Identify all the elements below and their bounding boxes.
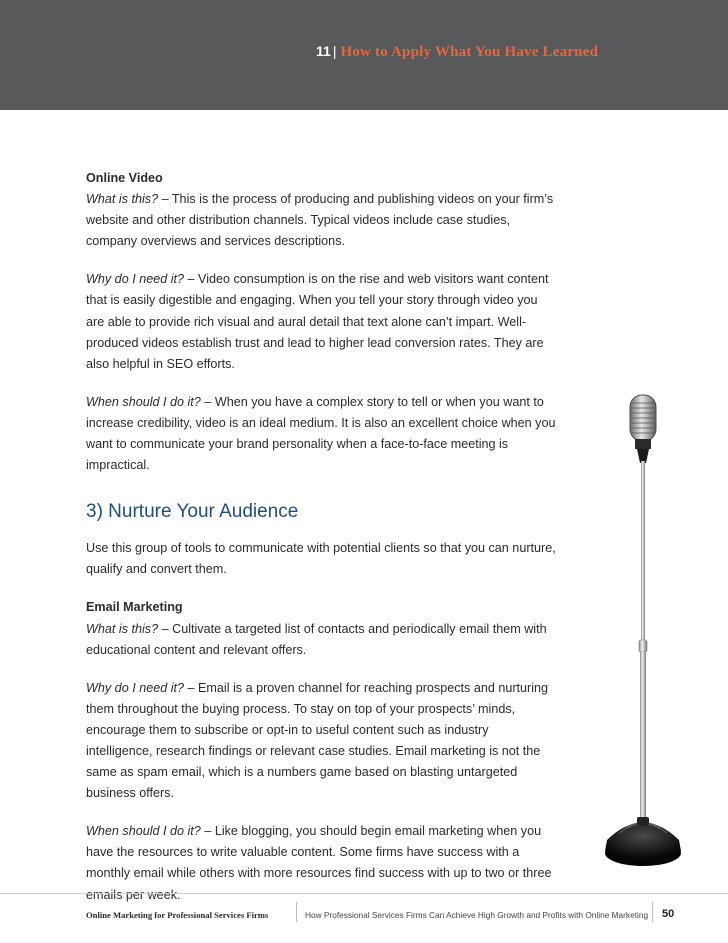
page-header	[0, 0, 728, 110]
why-label: Why do I need it?	[86, 272, 185, 287]
page-footer	[0, 893, 728, 930]
when-label: When should I do it?	[86, 394, 201, 409]
why-text: – Video consumption is on the rise and web visitors want content that is easily digestible and engaging. When you tell your story through video you are able to provide rich visual and aural detail that text alone can’t impart. Well-produced videos establish trust and lead to higher lead conversion rates. They are also helpful in SEO efforts.	[86, 272, 549, 371]
online-video-when	[86, 392, 556, 476]
footer-subtitle: How Professional Services Firms Can Achieve High Growth and Profits with Online Marketing	[305, 910, 649, 920]
footer-divider	[296, 902, 297, 922]
when-text: – Like blogging, you should begin email marketing when you have the resources to write valuable content. Some firms have success with a monthly email while others with more resources find success with up to two or three emails per week.	[86, 824, 552, 902]
page-number: 50	[662, 908, 675, 920]
online-video-why	[86, 269, 556, 374]
what-text: – Cultivate a targeted list of contacts and periodically email them with educational content and relevant offers.	[86, 621, 547, 657]
what-text: – This is the process of producing and publishing videos on your firm’s website and other distribution channels. Typical videos include case studies, company overviews and services descriptions.	[86, 192, 554, 249]
why-text: – Email is a proven channel for reaching prospects and nurturing them throughout the buying process. To stay on top of your prospects’ minds, encourage them to subscribe or opt-in to useful content such as industry intelligence, research findings or relevant case studies. Email marketing is not the same as spam email, which is a numbers game based on blasting untargeted business offers.	[86, 680, 549, 801]
section-heading-nurture: 3) Nurture Your Audience	[86, 501, 299, 523]
stand-clutch	[639, 640, 647, 652]
online-video-heading: Online Video	[86, 171, 163, 185]
header-separator: |	[332, 43, 337, 59]
section-intro: Use this group of tools to communicate with potential clients so that you can nurture, qualify and convert them.	[86, 541, 556, 577]
stand-pole-upper	[641, 461, 645, 646]
online-video-what	[86, 168, 556, 252]
chapter-title: How to Apply What You Have Learned	[340, 44, 599, 60]
what-label: What is this?	[86, 192, 159, 207]
chapter-title-bar	[316, 43, 598, 61]
microphone-stand-image	[597, 385, 707, 880]
stand-pole-lower	[640, 652, 646, 822]
why-label: Why do I need it?	[86, 680, 185, 695]
chapter-number: 11	[316, 43, 331, 59]
stand-base	[605, 817, 681, 866]
email-marketing-heading: Email Marketing	[86, 600, 183, 615]
when-label: When should I do it?	[86, 824, 201, 839]
footer-divider	[652, 902, 653, 922]
email-marketing-what	[86, 597, 556, 660]
email-marketing-why	[86, 678, 556, 805]
main-content	[86, 168, 556, 923]
what-label: What is this?	[86, 621, 159, 636]
microphone-head	[630, 395, 656, 463]
when-text: – When you have a complex story to tell or when you want to increase credibility, video is an ideal medium. It is also an excellent choice when you want to communicate your brand personality when a face-to-face meeting is impractical.	[86, 394, 556, 473]
footer-book-title: Online Marketing for Professional Services Firms	[86, 910, 269, 920]
